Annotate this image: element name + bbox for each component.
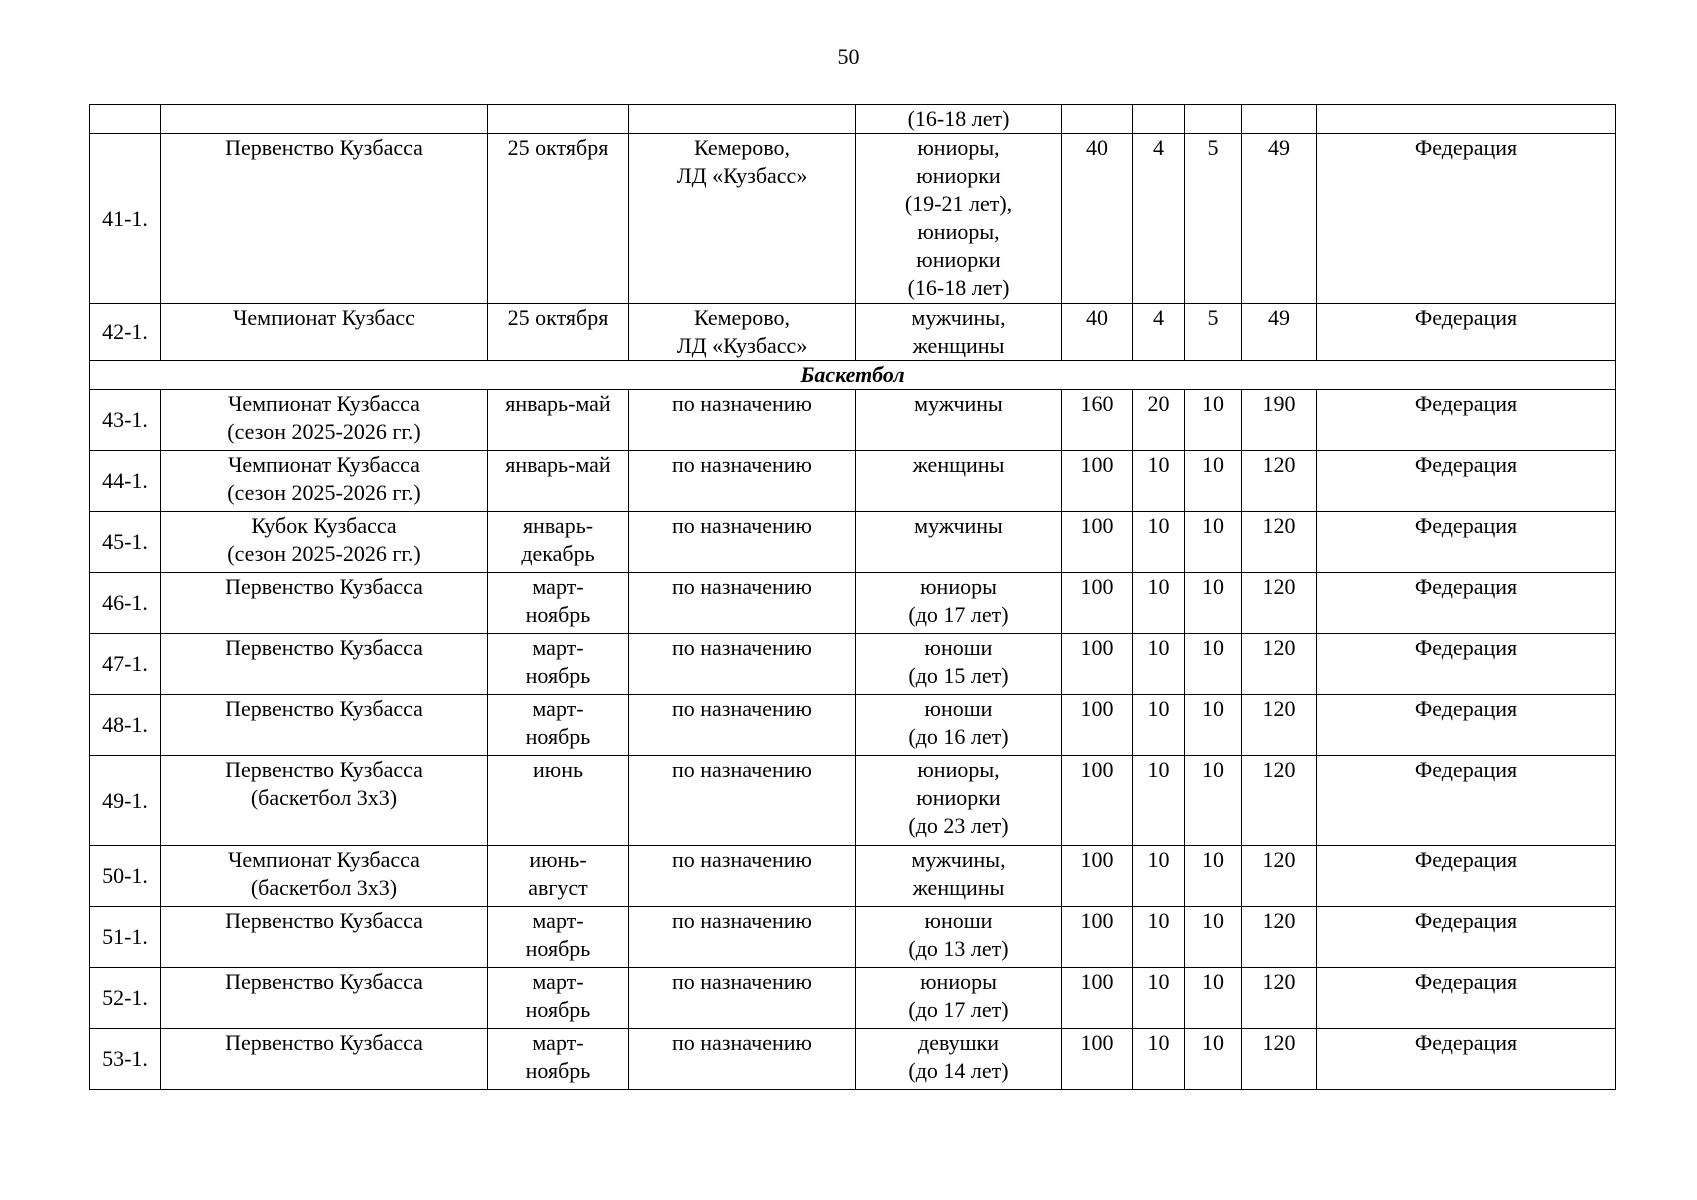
cell-participants: мужчины, женщины: [856, 846, 1062, 907]
cell-date: январь-май: [488, 390, 629, 451]
cell-date: март- ноябрь: [488, 573, 629, 634]
cell-participants: юниоры (до 17 лет): [856, 573, 1062, 634]
cell-count-3: 10: [1185, 451, 1242, 512]
cell-count-1: 160: [1062, 390, 1133, 451]
table-row: [90, 846, 1616, 907]
section-row: [90, 361, 1616, 390]
cell-count-3: 10: [1185, 573, 1242, 634]
cell-count-3: 5: [1185, 134, 1242, 304]
cell-date: март- ноябрь: [488, 1029, 629, 1090]
section-basketball: [90, 361, 1616, 390]
cell-count-1: 100: [1062, 907, 1133, 968]
cell-count-3: 10: [1185, 968, 1242, 1029]
cell-date: июнь- август: [488, 846, 629, 907]
cell-count-2: 20: [1133, 390, 1185, 451]
cell-count-1: 100: [1062, 695, 1133, 756]
cell-participants: юниоры (до 17 лет): [856, 968, 1062, 1029]
cell-count-2: 10: [1133, 846, 1185, 907]
cell-count-2: 10: [1133, 907, 1185, 968]
cell-count-2: [1133, 105, 1185, 134]
cell-event-name: Первенство Кузбасса: [161, 695, 488, 756]
cell-num: [90, 105, 161, 134]
cell-num: 44-1.: [90, 451, 161, 512]
table-row: [90, 451, 1616, 512]
cell-num: 49-1.: [90, 756, 161, 846]
table-row: [90, 134, 1616, 304]
table-row: [90, 634, 1616, 695]
cell-place: по назначению: [629, 634, 856, 695]
cell-count-2: 10: [1133, 968, 1185, 1029]
cell-place: по назначению: [629, 968, 856, 1029]
cell-num: 47-1.: [90, 634, 161, 695]
cell-place: по назначению: [629, 512, 856, 573]
cell-num: 53-1.: [90, 1029, 161, 1090]
cell-count-total: 120: [1242, 573, 1317, 634]
cell-count-2: 10: [1133, 756, 1185, 846]
cell-organizer: Федерация: [1317, 968, 1616, 1029]
table-row: [90, 304, 1616, 361]
table-row-continuation: [90, 105, 1616, 134]
cell-count-3: 10: [1185, 390, 1242, 451]
cell-num: 48-1.: [90, 695, 161, 756]
cell-count-3: 10: [1185, 756, 1242, 846]
cell-count-1: 100: [1062, 634, 1133, 695]
cell-event-name: Кубок Кузбасса (сезон 2025-2026 гг.): [161, 512, 488, 573]
cell-organizer: Федерация: [1317, 907, 1616, 968]
cell-num: 50-1.: [90, 846, 161, 907]
cell-count-1: 40: [1062, 304, 1133, 361]
cell-count-3: 5: [1185, 304, 1242, 361]
cell-count-total: 120: [1242, 695, 1317, 756]
cell-count-3: 10: [1185, 1029, 1242, 1090]
cell-organizer: Федерация: [1317, 756, 1616, 846]
cell-date: январь- декабрь: [488, 512, 629, 573]
cell-num: 41-1.: [90, 134, 161, 304]
cell-organizer: Федерация: [1317, 573, 1616, 634]
cell-date: 25 октября: [488, 304, 629, 361]
table-row: [90, 390, 1616, 451]
table-row: [90, 1029, 1616, 1090]
cell-participants: юноши (до 16 лет): [856, 695, 1062, 756]
cell-count-3: 10: [1185, 907, 1242, 968]
cell-count-2: 10: [1133, 573, 1185, 634]
cell-count-3: 10: [1185, 512, 1242, 573]
cell-event-name: Чемпионат Кузбасса (сезон 2025-2026 гг.): [161, 390, 488, 451]
cell-place: по назначению: [629, 846, 856, 907]
cell-participants: юноши (до 13 лет): [856, 907, 1062, 968]
cell-count-3: [1185, 105, 1242, 134]
cell-organizer: Федерация: [1317, 846, 1616, 907]
section-title: Баскетбол: [90, 361, 1616, 390]
cell-count-total: 120: [1242, 907, 1317, 968]
cell-count-1: 100: [1062, 1029, 1133, 1090]
cell-organizer: Федерация: [1317, 695, 1616, 756]
cell-count-1: 100: [1062, 512, 1133, 573]
cell-count-total: 49: [1242, 304, 1317, 361]
cell-count-1: [1062, 105, 1133, 134]
cell-count-total: 120: [1242, 756, 1317, 846]
cell-participants: мужчины: [856, 512, 1062, 573]
cell-participants: юноши (до 15 лет): [856, 634, 1062, 695]
table-body-top: [90, 105, 1616, 361]
page-number: 50: [837, 44, 860, 69]
cell-count-2: 10: [1133, 1029, 1185, 1090]
table-row: [90, 512, 1616, 573]
cell-organizer: Федерация: [1317, 304, 1616, 361]
cell-place: Кемерово, ЛД «Кузбасс»: [629, 304, 856, 361]
cell-count-2: 4: [1133, 304, 1185, 361]
cell-num: 46-1.: [90, 573, 161, 634]
cell-date: [488, 105, 629, 134]
cell-count-total: 49: [1242, 134, 1317, 304]
cell-organizer: Федерация: [1317, 1029, 1616, 1090]
cell-date: январь-май: [488, 451, 629, 512]
table-row: [90, 907, 1616, 968]
cell-organizer: Федерация: [1317, 134, 1616, 304]
cell-date: 25 октября: [488, 134, 629, 304]
cell-place: Кемерово, ЛД «Кузбасс»: [629, 134, 856, 304]
cell-place: по назначению: [629, 573, 856, 634]
cell-date: март- ноябрь: [488, 634, 629, 695]
cell-count-total: 120: [1242, 634, 1317, 695]
cell-organizer: Федерация: [1317, 390, 1616, 451]
cell-place: по назначению: [629, 695, 856, 756]
table-row: [90, 573, 1616, 634]
cell-count-1: 100: [1062, 573, 1133, 634]
cell-count-2: 10: [1133, 512, 1185, 573]
cell-num: 42-1.: [90, 304, 161, 361]
cell-event-name: Первенство Кузбасса: [161, 1029, 488, 1090]
cell-num: 45-1.: [90, 512, 161, 573]
cell-event-name: Первенство Кузбасса: [161, 573, 488, 634]
cell-place: по назначению: [629, 756, 856, 846]
cell-count-total: [1242, 105, 1317, 134]
cell-place: по назначению: [629, 1029, 856, 1090]
cell-organizer: [1317, 105, 1616, 134]
cell-num: 52-1.: [90, 968, 161, 1029]
cell-organizer: Федерация: [1317, 512, 1616, 573]
table-row: [90, 695, 1616, 756]
cell-participants: мужчины, женщины: [856, 304, 1062, 361]
cell-participants: (16-18 лет): [856, 105, 1062, 134]
cell-count-1: 40: [1062, 134, 1133, 304]
cell-participants: юниоры, юниорки (19-21 лет), юниоры, юниорки (16-18 лет): [856, 134, 1062, 304]
cell-organizer: Федерация: [1317, 451, 1616, 512]
cell-event-name: Первенство Кузбасса: [161, 968, 488, 1029]
events-table: [89, 104, 1616, 1090]
cell-event-name: Первенство Кузбасса: [161, 134, 488, 304]
cell-count-1: 100: [1062, 451, 1133, 512]
cell-event-name: Чемпионат Кузбасса (сезон 2025-2026 гг.): [161, 451, 488, 512]
cell-count-3: 10: [1185, 846, 1242, 907]
cell-place: [629, 105, 856, 134]
cell-event-name: Первенство Кузбасса: [161, 907, 488, 968]
cell-place: по назначению: [629, 907, 856, 968]
cell-count-1: 100: [1062, 756, 1133, 846]
cell-participants: женщины: [856, 451, 1062, 512]
cell-count-2: 10: [1133, 451, 1185, 512]
cell-count-2: 10: [1133, 695, 1185, 756]
cell-count-1: 100: [1062, 846, 1133, 907]
cell-date: март- ноябрь: [488, 695, 629, 756]
cell-place: по назначению: [629, 390, 856, 451]
cell-date: март- ноябрь: [488, 907, 629, 968]
cell-count-total: 120: [1242, 512, 1317, 573]
cell-count-total: 120: [1242, 968, 1317, 1029]
cell-participants: мужчины: [856, 390, 1062, 451]
cell-count-1: 100: [1062, 968, 1133, 1029]
table-row: [90, 968, 1616, 1029]
cell-num: 43-1.: [90, 390, 161, 451]
cell-count-total: 120: [1242, 1029, 1317, 1090]
cell-event-name: Первенство Кузбасса: [161, 634, 488, 695]
cell-place: по назначению: [629, 451, 856, 512]
cell-num: 51-1.: [90, 907, 161, 968]
cell-date: март- ноябрь: [488, 968, 629, 1029]
cell-count-total: 120: [1242, 846, 1317, 907]
cell-count-3: 10: [1185, 634, 1242, 695]
cell-count-total: 120: [1242, 451, 1317, 512]
cell-event-name: Чемпионат Кузбасса (баскетбол 3х3): [161, 846, 488, 907]
table-body-bottom: [90, 390, 1616, 1090]
cell-date: июнь: [488, 756, 629, 846]
cell-organizer: Федерация: [1317, 634, 1616, 695]
cell-event-name: Чемпионат Кузбасс: [161, 304, 488, 361]
cell-participants: девушки (до 14 лет): [856, 1029, 1062, 1090]
cell-count-total: 190: [1242, 390, 1317, 451]
cell-count-2: 4: [1133, 134, 1185, 304]
table-row: [90, 756, 1616, 846]
cell-count-3: 10: [1185, 695, 1242, 756]
cell-event-name: [161, 105, 488, 134]
cell-event-name: Первенство Кузбасса (баскетбол 3х3): [161, 756, 488, 846]
cell-count-2: 10: [1133, 634, 1185, 695]
cell-participants: юниоры, юниорки (до 23 лет): [856, 756, 1062, 846]
